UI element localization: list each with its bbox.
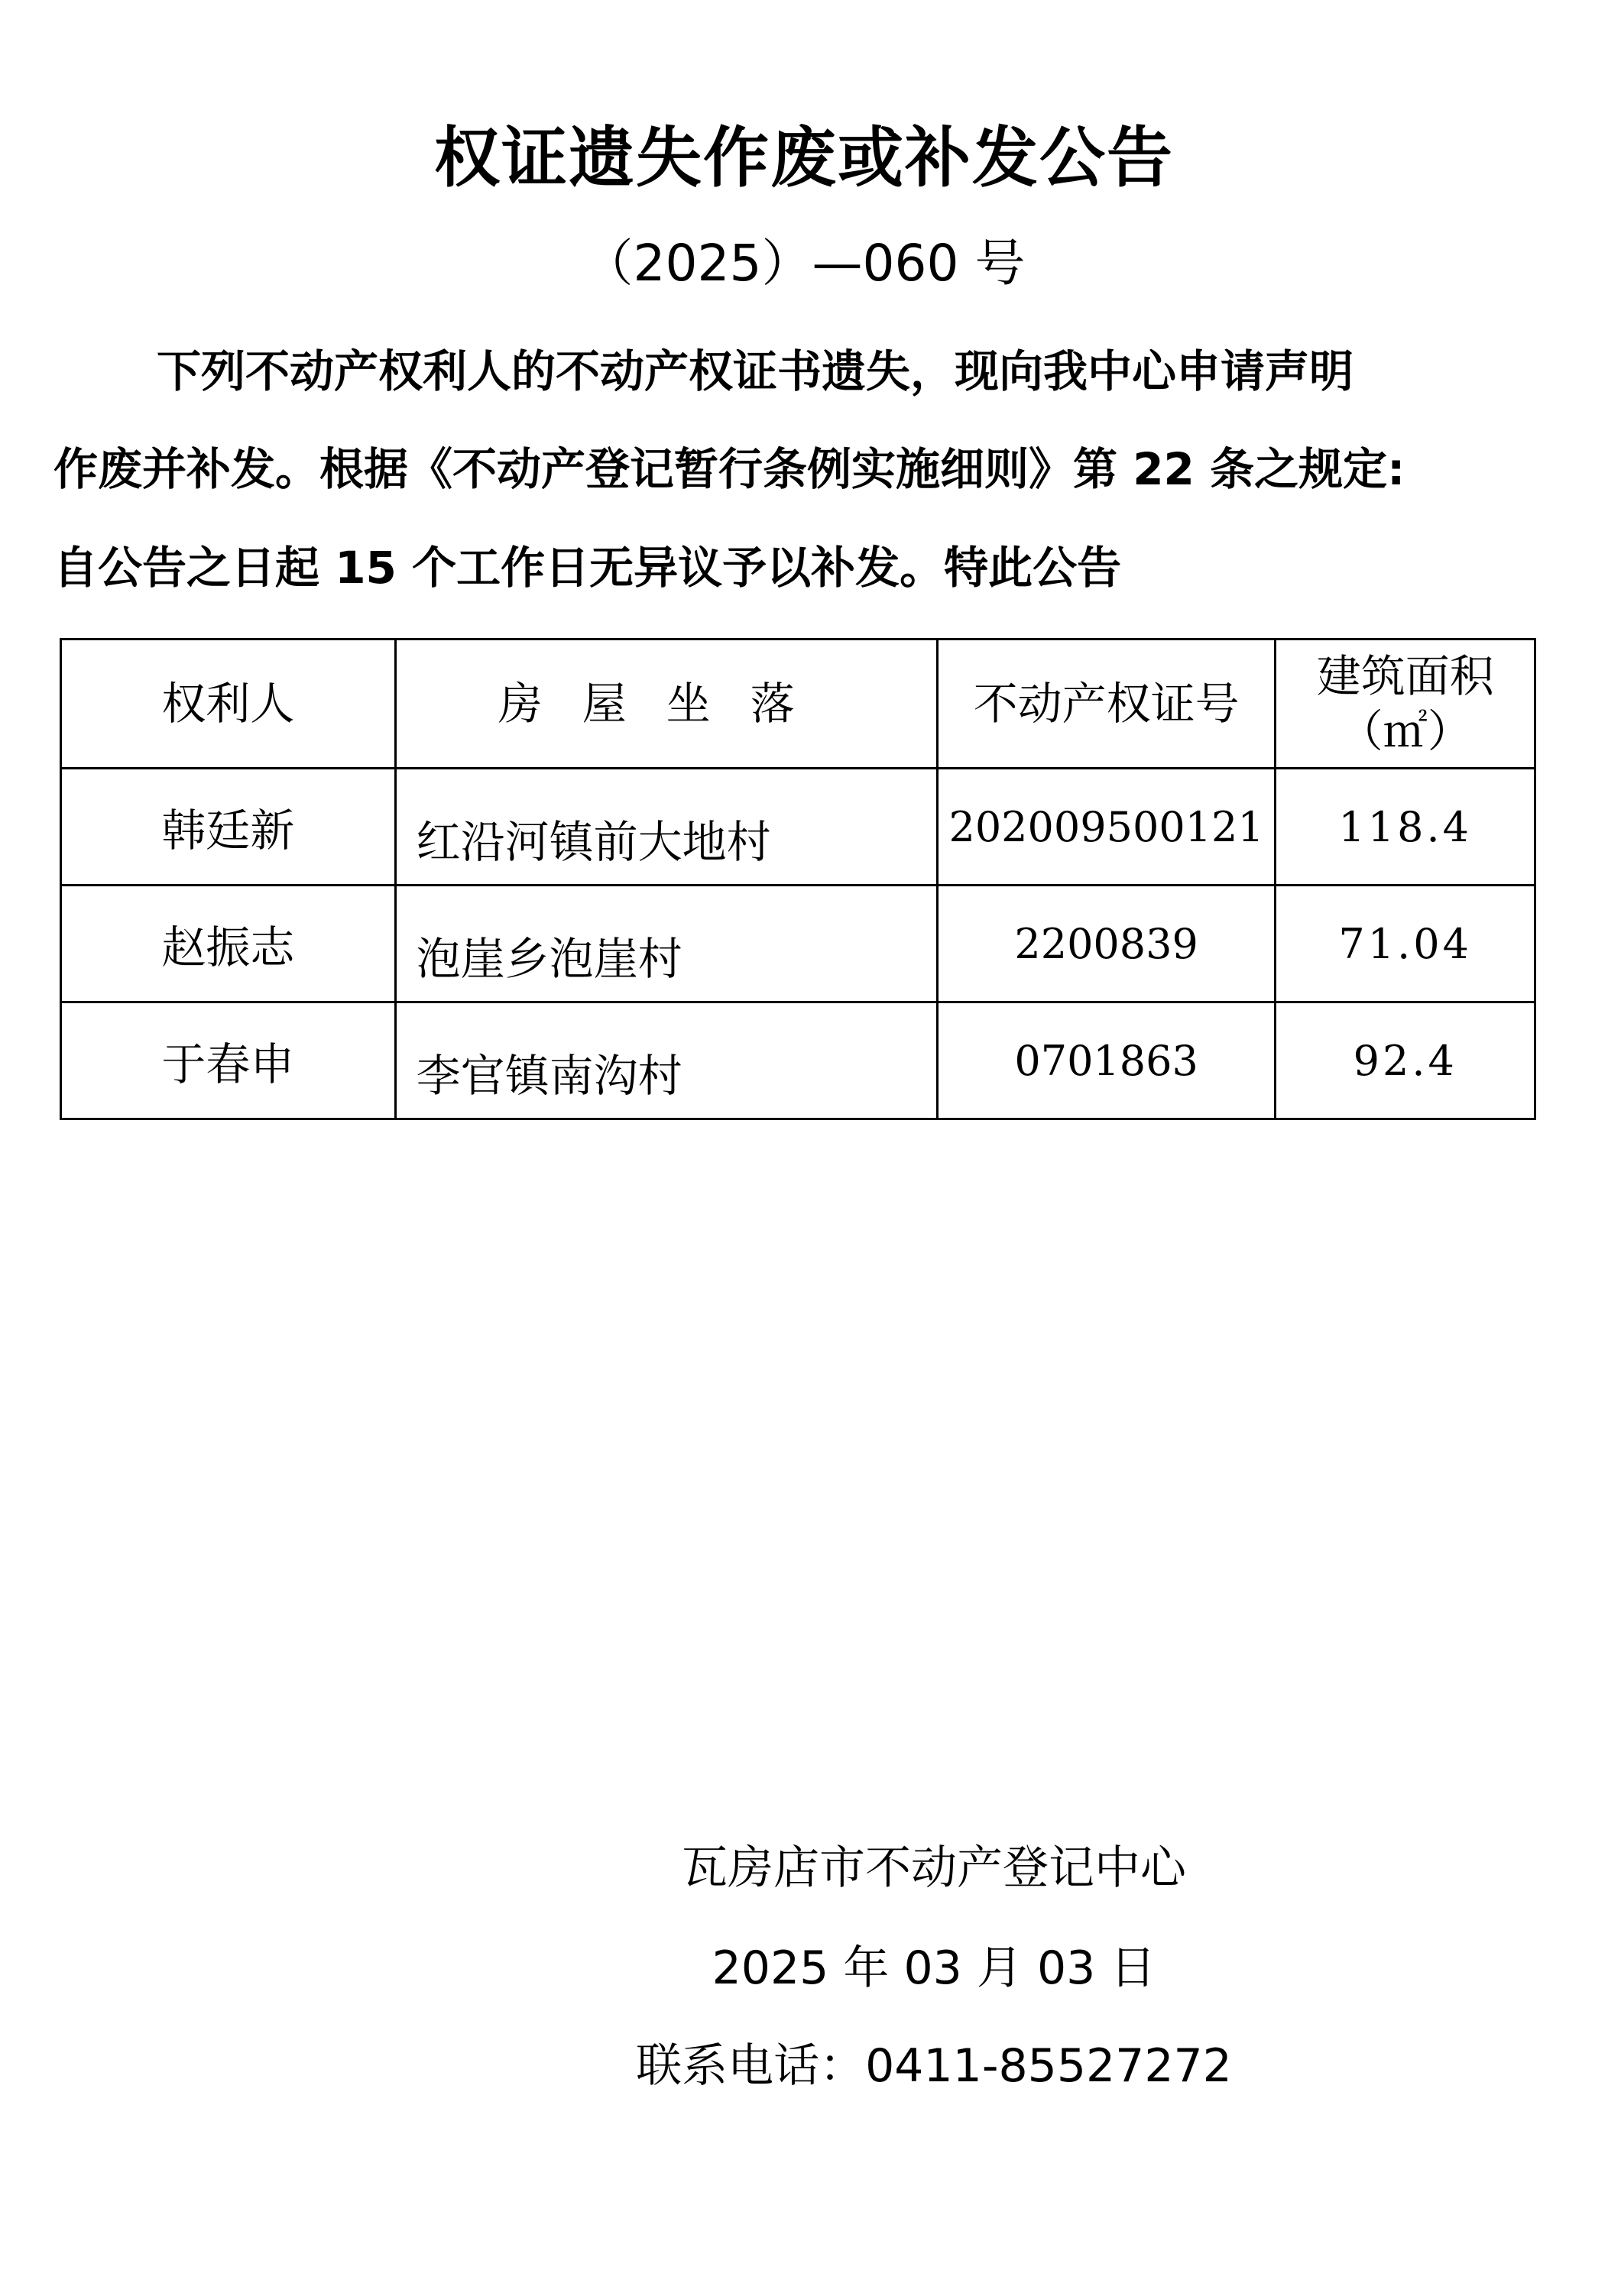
header-certificate: 不动产权证号 (937, 640, 1276, 769)
row-owner: 韩廷新 (61, 769, 396, 886)
row-area: 92.4 (1276, 1002, 1535, 1119)
row-location (395, 886, 937, 1002)
table-header-row (61, 640, 1535, 769)
header-area-label: 建筑面积 (1316, 650, 1494, 702)
certificate-table (60, 638, 1536, 1120)
row-certificate: 0701863 (937, 1002, 1276, 1119)
table-row (61, 886, 1535, 1002)
row-owner: 赵振志 (61, 886, 396, 1002)
header-area (1276, 640, 1535, 769)
table-row (61, 1002, 1535, 1119)
header-owner: 权利人 (61, 640, 396, 769)
row-location (395, 1002, 937, 1119)
notice-paragraph-line-1: 下列不动产权利人的不动产权证书遗失，现向我中心申请声明 (157, 345, 1354, 397)
row-certificate: 2200839 (937, 886, 1276, 1002)
row-certificate: 202009500121 (937, 769, 1276, 886)
contact-phone: 联系电话：0411-85527272 (636, 2039, 1232, 2093)
header-area-unit: （㎡） (1338, 705, 1472, 757)
notice-title: 权证遗失作废或补发公告 (434, 120, 1174, 196)
header-location-label: 房屋坐落 (498, 678, 835, 730)
row-location-text: 泡崖乡泡崖村 (416, 933, 682, 985)
header-location (395, 640, 937, 769)
issue-date: 2025 年 03 月 03 日 (712, 1941, 1156, 1995)
row-location-text: 红沿河镇前大地村 (416, 816, 771, 868)
row-owner: 于春申 (61, 1002, 396, 1119)
row-location-text: 李官镇南沟村 (416, 1050, 682, 1102)
notice-paragraph-line-2: 作废并补发。根据《不动产登记暂行条例实施细则》第 22 条之规定: (53, 443, 1405, 495)
row-area: 118.4 (1276, 769, 1535, 886)
notice-paragraph-line-3: 自公告之日起 15 个工作日无异议予以补发。特此公告 (53, 542, 1122, 594)
table-row (61, 769, 1535, 886)
row-location (395, 769, 937, 886)
notice-number: （2025）—060 号 (582, 234, 1026, 293)
issuing-organization: 瓦房店市不动产登记中心 (682, 1841, 1186, 1895)
row-area: 71.04 (1276, 886, 1535, 1002)
